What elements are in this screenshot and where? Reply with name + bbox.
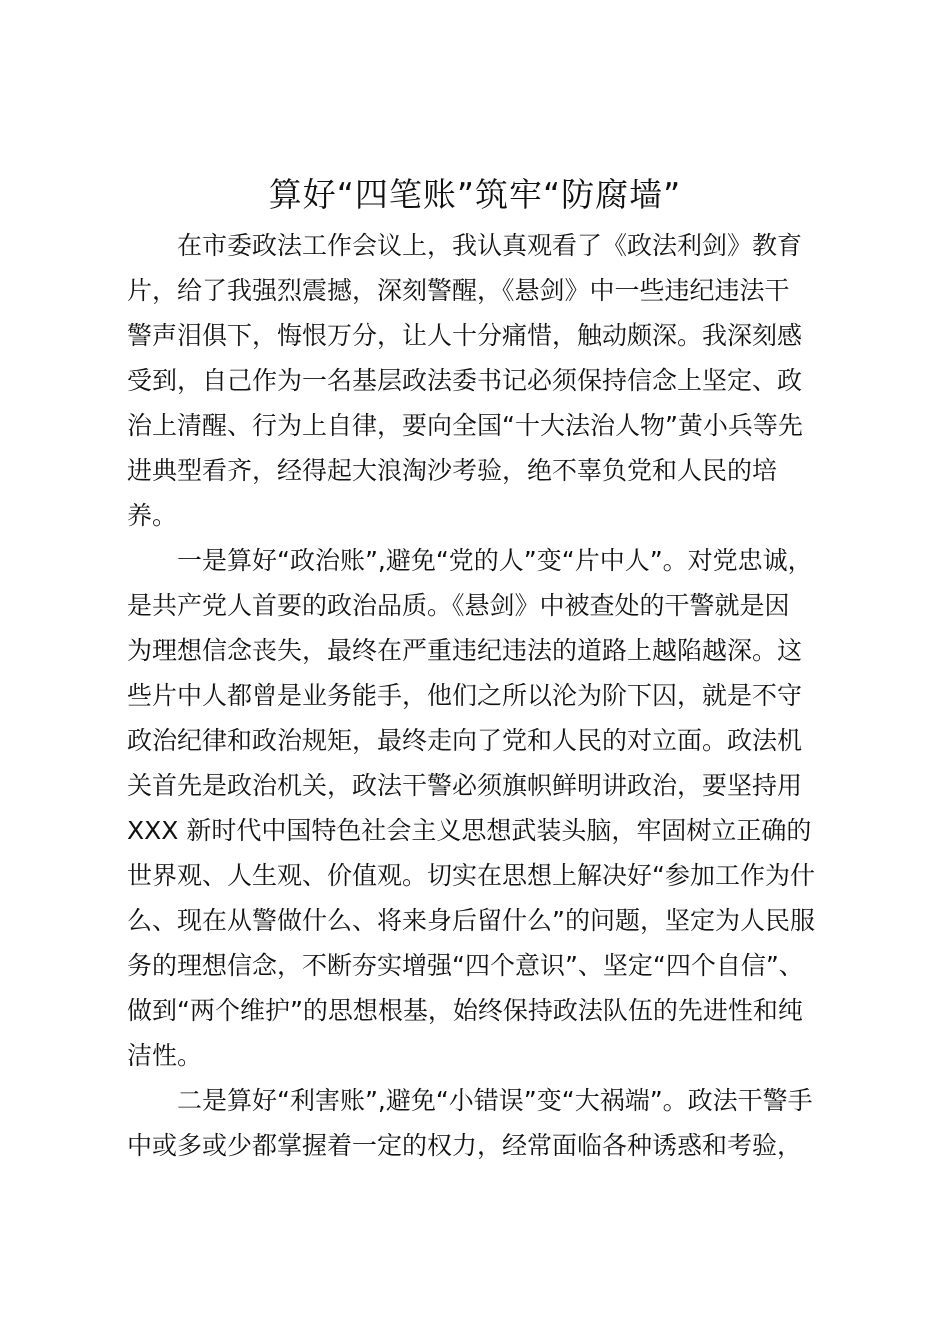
paragraph-line: 受到，自己作为一名基层政法委书记必须保持信念上坚定、政: [127, 366, 803, 395]
paragraph-line: 中或多或少都掌握着一定的权力，经常面临各种诱惑和考验，: [127, 1131, 803, 1160]
paragraph-line: 是共产党人首要的政治品质。《悬剑》中被查处的干警就是因: [127, 591, 790, 620]
document-title: 算好“四笔账”筑牢“防腐墙”: [268, 175, 682, 214]
paragraph-line: 为理想信念丧失，最终在严重违纪违法的道路上越陷越深。这: [127, 636, 803, 665]
paragraph-line: 些片中人都曾是业务能手，他们之所以沦为阶下囚，就是不守: [127, 681, 803, 710]
paragraph-line: 世界观、人生观、价值观。切实在思想上解决好“参加工作为什: [127, 861, 815, 890]
paragraph-line: 二是算好“利害账”,避免“小错误”变“大祸端”。政法干警手: [177, 1086, 813, 1115]
paragraph-line: 做到“两个维护”的思想根基，始终保持政法队伍的先进性和纯: [127, 996, 803, 1025]
paragraph-line: 警声泪俱下，悔恨万分，让人十分痛惜，触动颇深。我深刻感: [127, 321, 803, 350]
paragraph-line: XXX 新时代中国特色社会主义思想武装头脑，牢固树立正确的: [127, 816, 812, 845]
paragraph-line: 关首先是政治机关，政法干警必须旗帜鲜明讲政治，要坚持用: [127, 771, 803, 800]
paragraph-line: 么、现在从警做什么、将来身后留什么”的问题，坚定为人民服: [127, 906, 815, 935]
paragraph-line: 治上清醒、行为上自律，要向全国“十大法治人物”黄小兵等先: [127, 411, 803, 440]
paragraph-line: 洁性。: [127, 1041, 203, 1070]
paragraph-line: 一是算好“政治账”,避免“党的人”变“片中人”。对党忠诚，: [177, 546, 813, 575]
paragraph-line: 进典型看齐，经得起大浪淘沙考验，绝不辜负党和人民的培: [127, 456, 778, 485]
paragraph-line: 片，给了我强烈震撼，深刻警醒，《悬剑》中一些违纪违法干: [127, 276, 790, 305]
paragraph-line: 在市委政法工作会议上，我认真观看了《政法利剑》教育: [177, 231, 803, 260]
paragraph-line: 务的理想信念，不断夯实增强“四个意识”、坚定“四个自信”、: [127, 951, 804, 980]
paragraph-line: 政治纪律和政治规矩，最终走向了党和人民的对立面。政法机: [127, 726, 803, 755]
paragraph-line: 养。: [127, 501, 178, 530]
